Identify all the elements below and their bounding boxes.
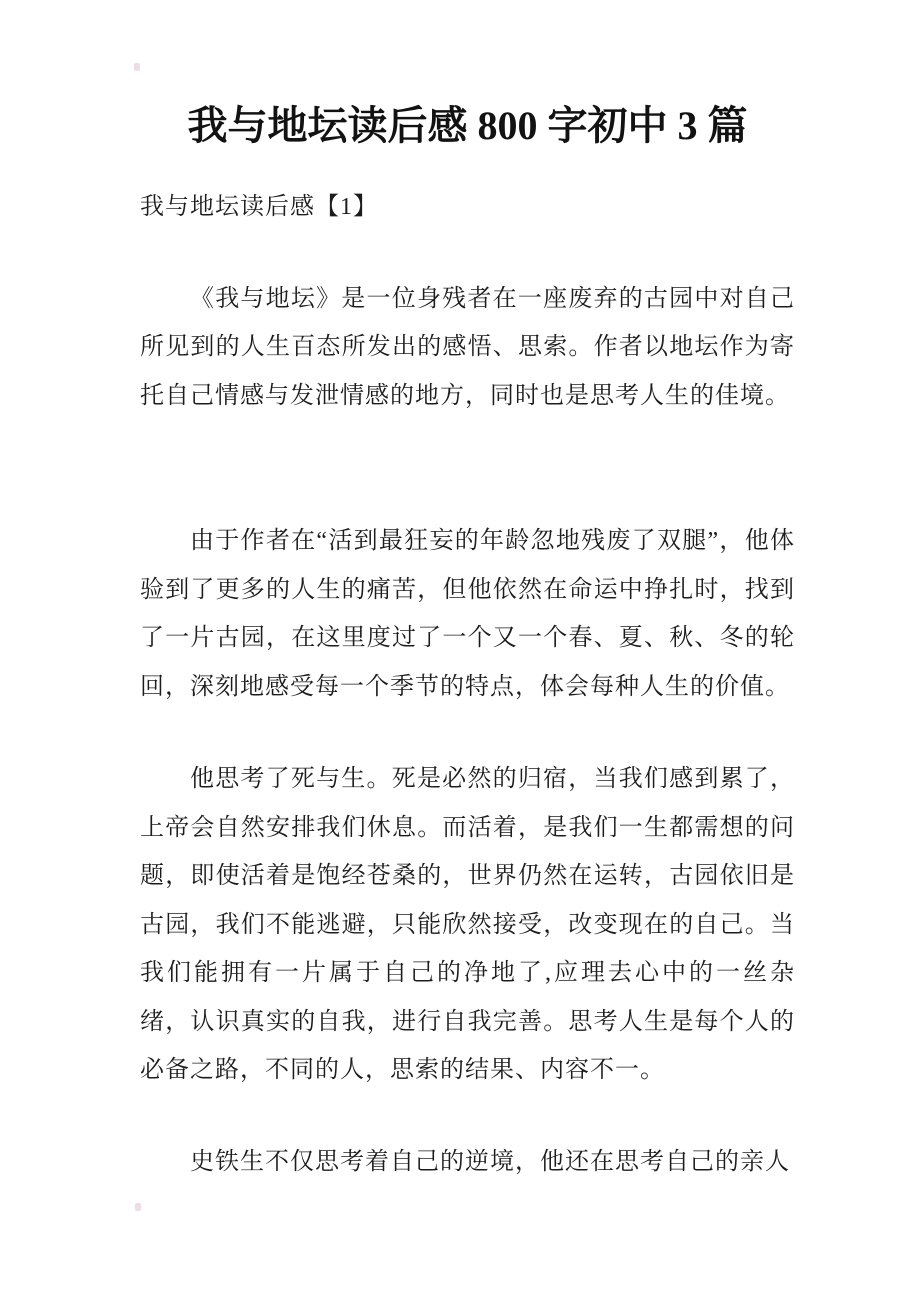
paragraph: 史铁生不仅思考着自己的逆境，他还在思考自己的亲人 — [190, 1148, 790, 1175]
paragraph: 他思考了死与生。死是必然的归宿，当我们感到累了，上帝会自然安排我们休息。而活着，是我们一生都需想的问题，即使活着是饱经苍桑的，世界仍然在运转，古园依旧是古园，我们不能逃避，只能欣然接受，改变现在的自己。当我们能拥有一片属于自己的净地了,应理去心中的一丝杂绪，认识真实的自我，进行自我完善。思考人生是每个人的必备之路，不同的人，思索的结果、内容不一。 — [140, 766, 795, 1083]
scan-artifact — [134, 63, 140, 71]
section-subtitle: 我与地坛读后感【1】 — [140, 194, 378, 220]
paragraph: 由于作者在“活到最狂妄的年龄忽地残废了双腿”，他体验到了更多的人生的痛苦，但他依然在命运中挣扎时，找到了一片古园，在这里度过了一个又一个春、夏、秋、冬的轮回，深刻地感受每一个季节的特点，体会每种人生的价值。 — [140, 528, 795, 700]
page-title: 我与地坛读后感 800 字初中 3 篇 — [187, 103, 748, 148]
scan-artifact — [135, 1203, 141, 1211]
paragraph: 《我与地坛》是一位身残者在一座废弃的古园中对自己所见到的人生百态所发出的感悟、思索。作者以地坛作为寄托自己情感与发泄情感的地方，同时也是思考人生的佳境。 — [140, 285, 795, 409]
